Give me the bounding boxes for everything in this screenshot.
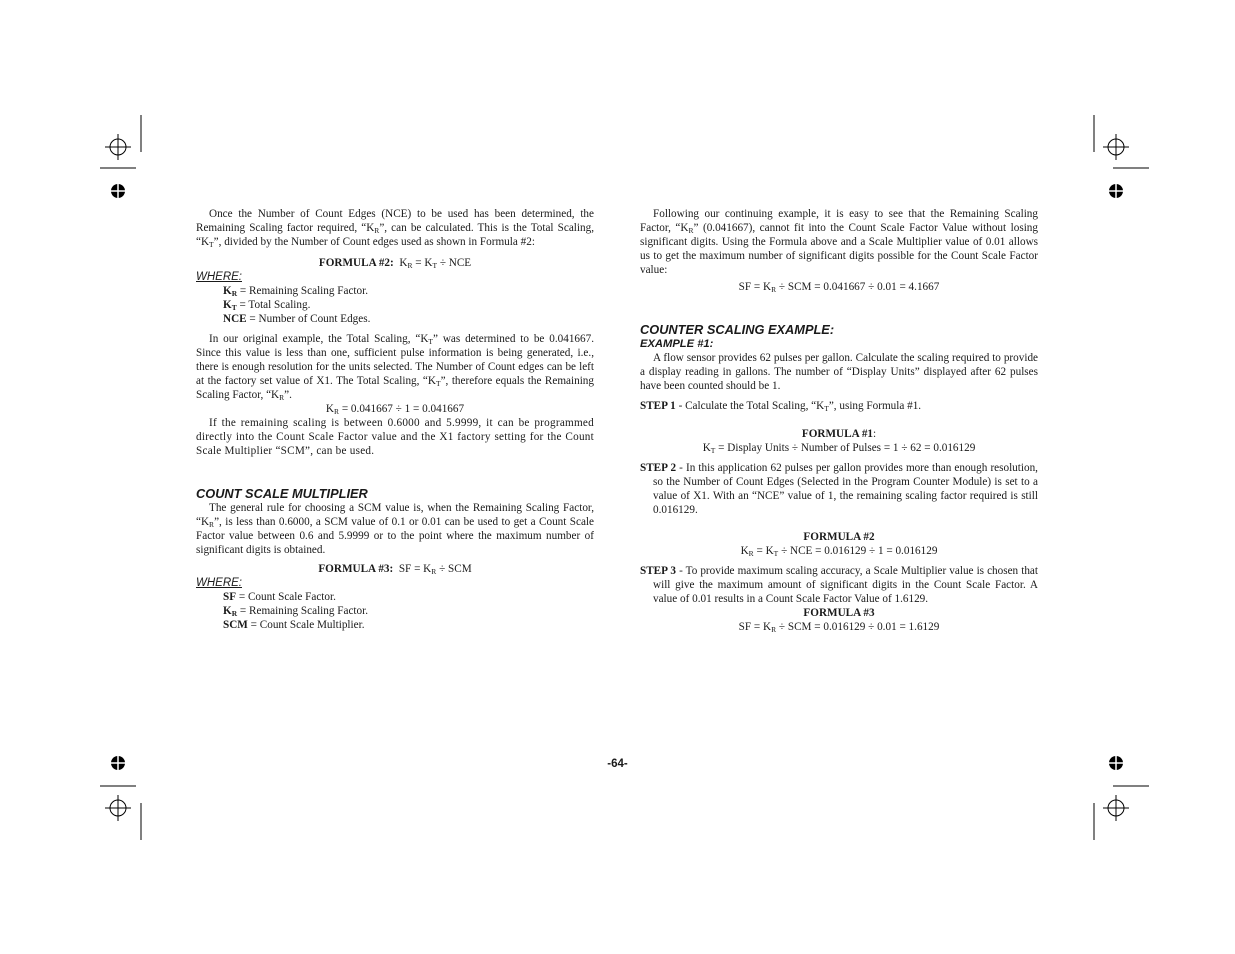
remaining-scaling-paragraph: If the remaining scaling is between 0.6000 and 5.9999, it can be programmed directly into the Count Scale Factor value and the X1 factory setting for the Count Scale Multiplier “SCM”, can be used. bbox=[196, 417, 594, 457]
formula-2-label: FORMULA #2 bbox=[803, 531, 875, 543]
continuing-example-paragraph: Following our continuing example, it is easy to see that the Remaining Scaling Factor, “$K_R$” (0.041667), cannot fit into the Count Scale Factor Value without losing significant digits. Using the Formula above and a Scale Multiplier value of 0.01 allows us to get the maximum number of significant digits possible for the Count Scale Factor value: bbox=[640, 208, 1038, 276]
definition-item: NCE = Number of Count Edges. bbox=[223, 313, 371, 325]
step-2: STEP 2 - In this application 62 pulses per gallon provides more than enough resolution, so the Number of Count Edges (Selected in the Program Counter Module) is set to a value of X1. With an “NCE” value of 1, the remaining scaling factor required is still 0.016129. bbox=[640, 462, 1038, 516]
formula-2: FORMULA #2: $K_R = K_T$ ÷ NCE bbox=[318, 257, 472, 270]
definition-list bbox=[223, 284, 594, 326]
page-number: -64- bbox=[607, 758, 628, 770]
where-label: WHERE: bbox=[196, 271, 242, 283]
left-intro-paragraph: Once the Number of Count Edges (NCE) to be used has been determined, the Remaining Scaling factor required, “$K_R$”, can be calculated. This is the Total Scaling, “$K_T$”, divided by the Number of Count edges used as shown in Formula #2: bbox=[196, 208, 594, 249]
example-1-heading: EXAMPLE #1: bbox=[640, 338, 714, 350]
formula-1: $K_T$ = Display Units ÷ Number of Pulses = 1 ÷ 62 = 0.016129 bbox=[702, 442, 976, 455]
definition-item: $K_R$ = Remaining Scaling Factor. bbox=[223, 605, 369, 618]
right-column bbox=[640, 207, 1038, 634]
formula-1-label: FORMULA #1: bbox=[801, 428, 877, 440]
step-3: STEP 3 - To provide maximum scaling accuracy, a Scale Multiplier value is chosen that will give the maximum amount of significant digits in the Count Scale Factor. A value of 0.01 results in a Count Scale Factor Value of 1.6129. bbox=[640, 565, 1038, 605]
step-1: STEP 1 - Calculate the Total Scaling, “$K_T$”, using Formula #1. bbox=[640, 400, 922, 413]
counter-scaling-example-heading: COUNTER SCALING EXAMPLE: bbox=[640, 322, 835, 337]
definition-item: $K_R$ = Remaining Scaling Factor. bbox=[223, 285, 369, 298]
formula-2-equation: $K_R = K_T$ ÷ NCE = 0.016129 ÷ 1 = 0.016129 bbox=[740, 545, 938, 558]
formula-3-equation: SF = $K_R$ ÷ SCM = 0.016129 ÷ 0.01 = 1.6129 bbox=[738, 621, 940, 634]
equation-kr: $K_R = 0.041667 \div 1 = 0.041667$ bbox=[325, 403, 465, 416]
flow-sensor-paragraph: A flow sensor provides 62 pulses per gallon. Calculate the scaling required to provide a display reading in gallons. The number of “Display Units” displayed after 62 pulses have been counted should be 1. bbox=[640, 352, 1038, 392]
formula-3-label: FORMULA #3 bbox=[803, 607, 875, 619]
equation-sf: SF = $K_R$ ÷ SCM = 0.041667 ÷ 0.01 = 4.1667 bbox=[738, 281, 940, 294]
definition-item: $K_T$ = Total Scaling. bbox=[223, 299, 311, 312]
original-example-paragraph: In our original example, the Total Scaling, “$K_T$” was determined to be 0.041667. Since this value is less than one, sufficient pulse information is being generated, i.e., there is enough resolution for the units selected. The Number of Count edges can be left at the factory set value of X1. The Total Scaling, “$K_T$”, therefore equals the Remaining Scaling Factor, “$K_R$”. bbox=[196, 333, 594, 402]
left-column bbox=[196, 207, 594, 632]
count-scale-multiplier-heading: COUNT SCALE MULTIPLIER bbox=[196, 486, 368, 501]
definition-list bbox=[223, 590, 594, 632]
definition-item: SF = Count Scale Factor. bbox=[223, 591, 336, 603]
scm-rule-paragraph: The general rule for choosing a SCM value is, when the Remaining Scaling Factor, “$K_R$”, is less than 0.6000, a SCM value of 0.1 or 0.01 can be used to get a Count Scale Factor value between 0.6 and 5.9999 or to the point where the maximum number of significant digits is obtained. bbox=[196, 502, 594, 556]
definition-item: SCM = Count Scale Multiplier. bbox=[223, 619, 365, 631]
formula-3: FORMULA #3: SF = $K_R$ ÷ SCM bbox=[318, 563, 472, 576]
where-label: WHERE: bbox=[196, 577, 242, 589]
